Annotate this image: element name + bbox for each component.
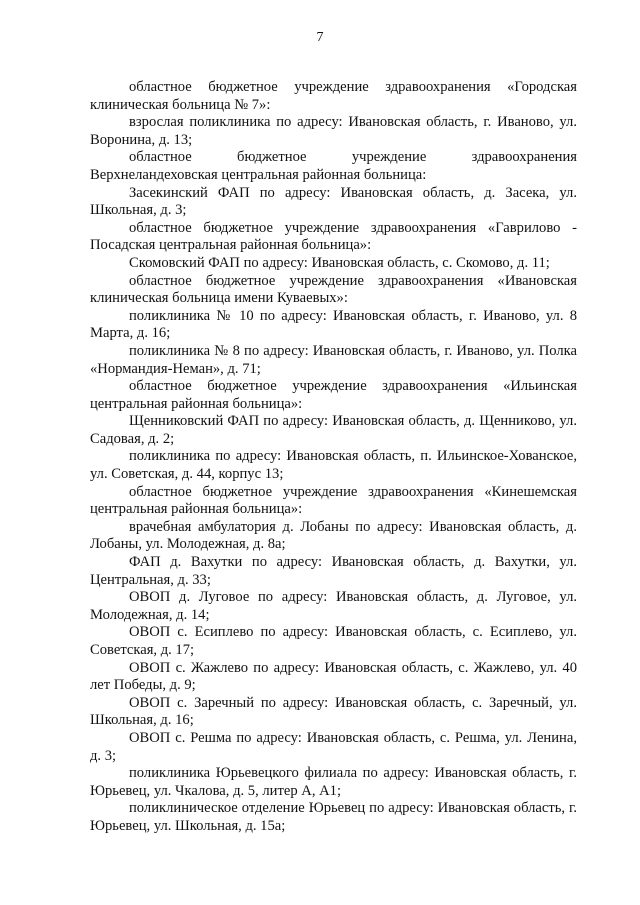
paragraph-reshma-ovop: ОВОП с. Решма по адресу: Ивановская область, с. Решма, ул. Ленина, д. 3; bbox=[90, 729, 577, 764]
paragraph-esiplevo-ovop: ОВОП с. Есиплево по адресу: Ивановская область, с. Есиплево, ул. Советская, д. 17; bbox=[90, 624, 577, 658]
paragraph-yuryevets-branch-polyclinic: поликлиника Юрьевецкого филиала по адресу: Ивановская область, г. Юрьевец, ул. Чкалова, д. 5, литер А, А1; bbox=[90, 765, 577, 799]
paragraph-gavrilov-posad-hospital: областное бюджетное учреждение здравоохранения «Гаврилово - Посадская центральная районная больница»: bbox=[90, 219, 577, 254]
paragraph-yuryevets-department: поликлиническое отделение Юрьевец по адресу: Ивановская область, г. Юрьевец, ул. Школьная, д. 15а; bbox=[90, 800, 577, 834]
paragraph-zasekino-fap: Засекинский ФАП по адресу: Ивановская область, д. Засека, ул. Школьная, д. 3; bbox=[90, 184, 577, 219]
paragraph-hospital-7: областное бюджетное учреждение здравоохранения «Городская клиническая больница № 7»: bbox=[90, 79, 577, 113]
paragraph-ilinsky-hospital: областное бюджетное учреждение здравоохранения «Ильинская центральная районная больница»: bbox=[90, 378, 577, 412]
paragraph-lugovoe-ovop: ОВОП д. Луговое по адресу: Ивановская область, д. Луговое, ул. Молодежная, д. 14; bbox=[90, 589, 577, 623]
document-body bbox=[90, 79, 577, 836]
paragraph-polyclinic-8: поликлиника № 8 по адресу: Ивановская область, г. Иваново, ул. Полка «Нормандия-Неман», д. 71; bbox=[90, 342, 577, 377]
paragraph-kineshma-hospital: областное бюджетное учреждение здравоохранения «Кинешемская центральная районная больница»: bbox=[90, 483, 577, 518]
page-number: 7 bbox=[316, 30, 324, 45]
paragraph-polyclinic-10: поликлиника № 10 по адресу: Ивановская область, г. Иваново, ул. 8 Марта, д. 16; bbox=[90, 307, 577, 342]
paragraph-zhazhlevo-ovop: ОВОП с. Жажлево по адресу: Ивановская область, с. Жажлево, ул. 40 лет Победы, д. 9; bbox=[90, 659, 577, 694]
paragraph-vakhutki-fap: ФАП д. Вахутки по адресу: Ивановская область, д. Вахутки, ул. Центральная, д. 33; bbox=[90, 554, 577, 588]
paragraph-ilinskoe-polyclinic: поликлиника по адресу: Ивановская область, п. Ильинское-Хованское, ул. Советская, д. 44, корпус 13; bbox=[90, 448, 577, 483]
paragraph-shchennikovo-fap: Щенниковский ФАП по адресу: Ивановская область, д. Щенниково, ул. Садовая, д. 2; bbox=[90, 413, 577, 447]
paragraph-lobany-ambulatory: врачебная амбулатория д. Лобаны по адресу: Ивановская область, д. Лобаны, ул. Молодежная, д. 8а; bbox=[90, 518, 577, 553]
paragraph-adult-polyclinic: взрослая поликлиника по адресу: Ивановская область, г. Иваново, ул. Воронина, д. 13; bbox=[90, 114, 577, 148]
paragraph-verkhnelandekh-hospital: областное бюджетное учреждение здравоохранения Верхнеландеховская центральная районная больница: bbox=[90, 149, 577, 183]
paragraph-kuvaev-hospital: областное бюджетное учреждение здравоохранения «Ивановская клиническая больница имени Куваевых»: bbox=[90, 272, 577, 307]
paragraph-zarechny-ovop: ОВОП с. Заречный по адресу: Ивановская область, с. Заречный, ул. Школьная, д. 16; bbox=[90, 694, 577, 729]
paragraph-skomovo-fap: Скомовский ФАП по адресу: Ивановская область, с. Скомово, д. 11; bbox=[129, 254, 550, 271]
